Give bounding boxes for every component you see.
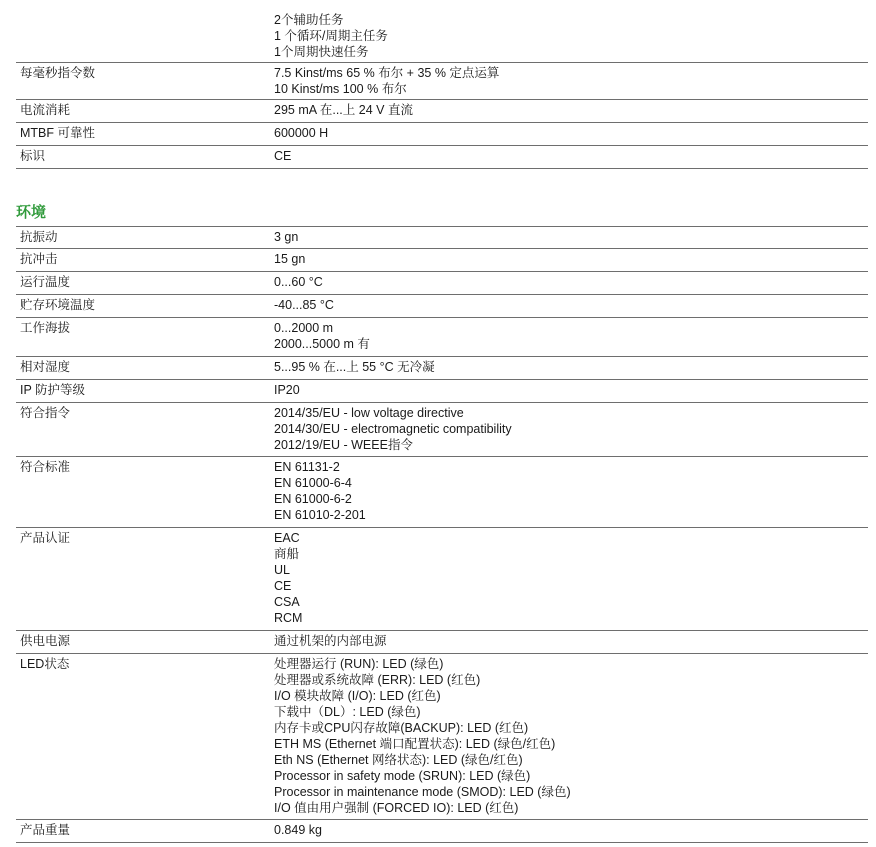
spec-value-line: 0...60 °C [274, 275, 323, 289]
spec-label: 符合指令 [20, 406, 71, 420]
spec-label: MTBF 可靠性 [20, 126, 95, 140]
spec-value-line: 处理器运行 (RUN): LED (绿色) [274, 657, 444, 671]
spec-value-line: 600000 H [274, 126, 329, 140]
spec-value [274, 382, 300, 398]
section-title-environment: 环境 [16, 204, 47, 221]
spec-row [16, 457, 868, 528]
spec-value-line: 2个辅助任务 [274, 13, 344, 27]
spec-label: 产品认证 [20, 531, 71, 545]
spec-value-line: 10 Kinst/ms 100 % 布尔 [274, 82, 407, 96]
spec-value [274, 822, 322, 838]
spec-value [274, 359, 435, 375]
spec-row [16, 272, 868, 295]
spec-value-line: EN 61000-6-4 [274, 476, 352, 490]
spec-row [16, 10, 868, 63]
spec-value-line: CSA [274, 595, 300, 609]
spec-value [274, 320, 370, 352]
spec-label: IP 防护等级 [20, 383, 86, 397]
spec-row [16, 820, 868, 843]
spec-label: 抗振动 [20, 230, 58, 244]
spec-label: LED状态 [20, 657, 70, 671]
spec-label: 贮存环境温度 [20, 298, 96, 312]
spec-label: 工作海拔 [20, 321, 71, 335]
spec-value-line: CE [274, 149, 292, 163]
spec-value [274, 251, 305, 267]
spec-value [274, 12, 388, 60]
spec-value-line: Eth NS (Ethernet 网络状态): LED (绿色/红色) [274, 753, 523, 767]
spec-value-line: 295 mA 在...上 24 V 直流 [274, 103, 413, 117]
spec-value-line: ETH MS (Ethernet 端口配置状态): LED (绿色/红色) [274, 737, 556, 751]
spec-value-line: 内存卡或CPU闪存故障(BACKUP): LED (红色) [274, 721, 529, 735]
spec-value-line: 7.5 Kinst/ms 65 % 布尔 + 35 % 定点运算 [274, 66, 500, 80]
spec-value-line: 2000...5000 m 有 [274, 337, 370, 351]
spec-value [274, 125, 328, 141]
spec-row [16, 528, 868, 631]
spec-label: 相对湿度 [20, 360, 71, 374]
spec-value-line: I/O 值由用户强制 (FORCED IO): LED (红色) [274, 801, 519, 815]
spec-row [16, 146, 868, 169]
spec-label: 产品重量 [20, 823, 71, 837]
spec-row [16, 227, 868, 249]
spec-value-line: Processor in safety mode (SRUN): LED (绿色) [274, 769, 531, 783]
spec-value-line: -40...85 °C [274, 298, 334, 312]
spec-value-line: 商船 [274, 547, 300, 561]
spec-value [274, 274, 323, 290]
spec-table-general [16, 10, 868, 169]
spec-row [16, 654, 868, 820]
spec-value-line: RCM [274, 611, 303, 625]
spec-label: 抗冲击 [20, 252, 58, 266]
spec-row [16, 357, 868, 380]
spec-value-line: EN 61010-2-201 [274, 508, 366, 522]
spec-row [16, 123, 868, 146]
spec-value-line: IP20 [274, 383, 300, 397]
spec-value-line: 1 个循环/周期主任务 [274, 29, 388, 43]
spec-value-line: 下载中（DL）: LED (绿色) [274, 705, 421, 719]
spec-value [274, 405, 512, 453]
spec-value [274, 530, 302, 626]
spec-value-line: 2014/30/EU - electromagnetic compatibility [274, 422, 512, 436]
spec-value-line: I/O 模块故障 (I/O): LED (红色) [274, 689, 441, 703]
spec-row [16, 403, 868, 457]
spec-value [274, 656, 571, 816]
spec-row [16, 100, 868, 123]
spec-value-line: UL [274, 563, 290, 577]
spec-value [274, 459, 366, 523]
spec-label: 运行温度 [20, 275, 71, 289]
spec-row [16, 380, 868, 403]
spec-row [16, 295, 868, 318]
spec-label: 电流消耗 [20, 103, 71, 117]
spec-value [274, 65, 499, 97]
spec-row [16, 63, 868, 100]
spec-value [274, 102, 413, 118]
spec-value-line: Processor in maintenance mode (SMOD): LED (绿色) [274, 785, 571, 799]
spec-table-environment [16, 226, 868, 843]
spec-value-line: 2014/35/EU - low voltage directive [274, 406, 464, 420]
spec-value-line: 通过机架的内部电源 [274, 634, 387, 648]
spec-value-line: 2012/19/EU - WEEE指令 [274, 438, 413, 452]
spec-label: 符合标准 [20, 460, 71, 474]
spec-value-line: 1个周期快速任务 [274, 45, 369, 59]
spec-value-line: 3 gn [274, 230, 299, 244]
spec-value-line: EN 61000-6-2 [274, 492, 352, 506]
spec-label: 供电电源 [20, 634, 71, 648]
spec-value-line: CE [274, 579, 292, 593]
spec-value [274, 633, 387, 649]
spec-value [274, 229, 298, 245]
spec-label: 每毫秒指令数 [20, 66, 96, 80]
spec-value-line: 5...95 % 在...上 55 °C 无冷凝 [274, 360, 435, 374]
spec-row [16, 318, 868, 357]
spec-value-line: 处理器或系统故障 (ERR): LED (红色) [274, 673, 481, 687]
spec-value-line: 0.849 kg [274, 823, 322, 837]
spec-row [16, 631, 868, 654]
spec-value [274, 148, 291, 164]
spec-label: 标识 [20, 149, 46, 163]
spec-row [16, 249, 868, 272]
spec-value-line: EN 61131-2 [274, 460, 340, 474]
spec-value-line: 15 gn [274, 252, 306, 266]
spec-value [274, 297, 334, 313]
spec-value-line: EAC [274, 531, 300, 545]
spec-value-line: 0...2000 m [274, 321, 334, 335]
